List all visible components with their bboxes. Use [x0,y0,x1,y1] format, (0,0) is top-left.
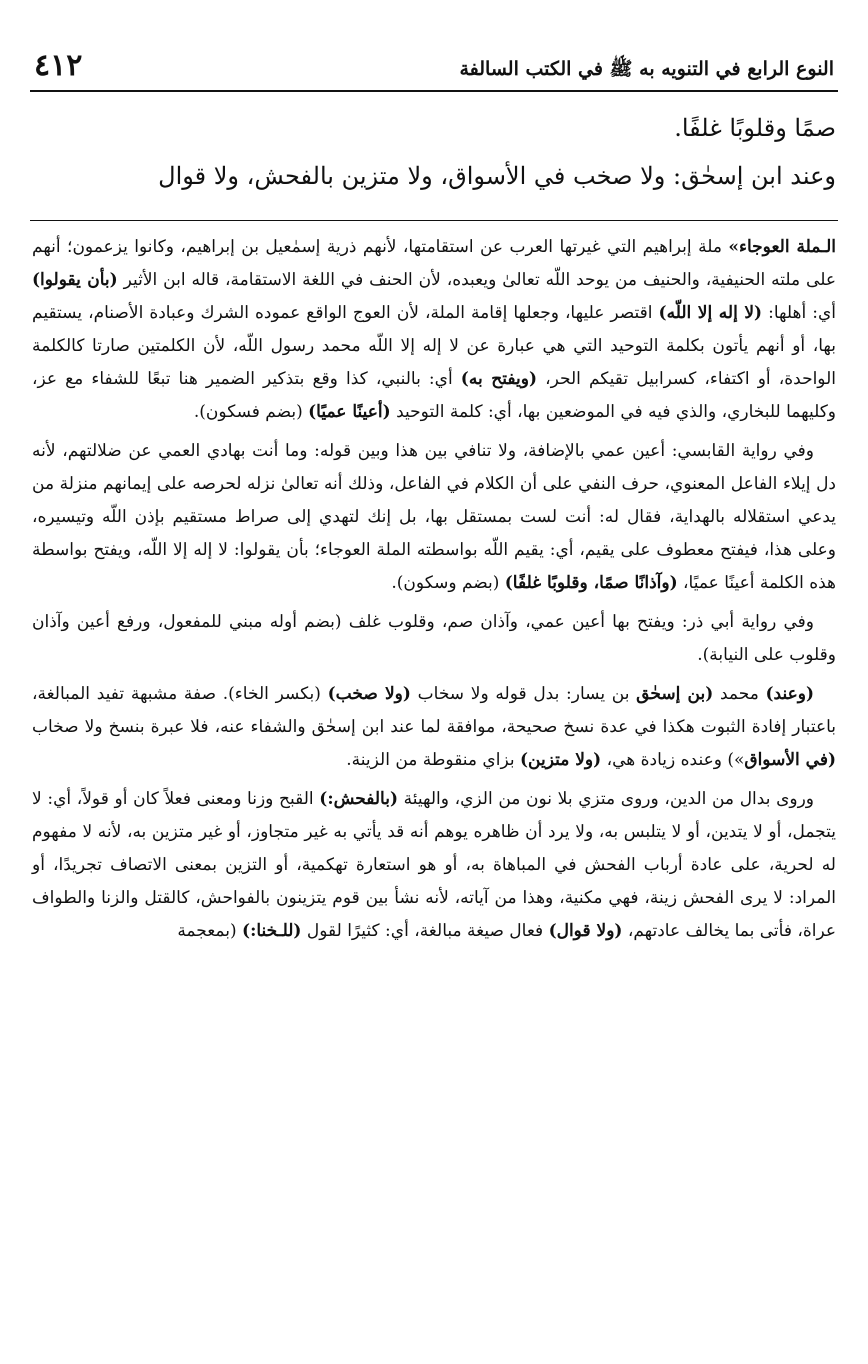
text-run: أي: بالنبي، كذا وقع بتذكير الضمير هنا تبعًا للشفاء مع عز، وكليهما للبخاري، والذي فيه في الموضعين بها، أي: كلمة التوحيد [32,369,836,422]
text-run: وفي رواية أبي ذر: ويفتح بها أعين عمي، وآذان صم، وقلوب غلف (بضم أوله مبني للمفعول، ورفع أعين وآذان وقلوب على النيابة). [32,612,836,665]
text-run: وفي رواية القابسي: أعين عمي بالإضافة، ولا تنافي بين هذا وبين قوله: وما أنت بهادي العمي عن ضلالتهم، لأنه دل إيلاء الفاعل المعنوي، حرف النفي على أن الكلام في الفاعل، وذلك أنه تعالىٰ نزله لحرصه على إيمانهم منزلة من يدعي استقلاله بالهداية، فقال له: أنت لست بمستقل بها، بل إنك لتهدي إلى صراط مستقيم بإذن اللّه وتيسيره، وعلى هذا، فيفتح معطوف على يقيم، أي: يقيم اللّه بواسطته الملة العوجاء؛ بأن يقولوا: لا إله إلا اللّه، ويفتح بواسطة هذه الكلمة أعينًا عميًا، [32,441,836,593]
text-run: اقتصر عليها، وجعلها إقامة الملة، لأن العوج الواقع عموده الشرك وعبادة الأصنام، يستقيم بها، أو أنهم يأتون بكلمة التوحيد التي هي عبارة عن لا إله إلا اللّه محمد رسول اللّه، لأن الكلمتين صارتا كالكلمة الواحدة، أو اكتفاء، كسرابيل تقيكم الحر، [32,303,836,389]
bold-term: (بأن يقولوا) [32,270,118,290]
text-run: فعال صيغة مبالغة، أي: كثيرًا لقول [301,921,549,941]
page-header [30,48,838,92]
bold-term: (بن إسحٰق [636,684,714,704]
footnote-divider [30,220,838,221]
text-run: أي: أهلها: [762,303,836,323]
text-run: (بضم فسكون). [193,402,309,422]
page-number: ٤١٢ [34,48,83,83]
main-text-line-2: وعند ابن إسحٰق: ولا صخب في الأسواق، ولا متزين بالفحش، ولا قوال [158,162,836,190]
commentary [30,231,838,948]
commentary-paragraph-5 [32,783,836,948]
commentary-paragraph-4 [32,678,836,777]
bold-term: (لا إله إلا اللّه) [658,303,763,323]
bold-term: (ويفتح به) [460,369,537,389]
main-text [30,104,838,200]
bold-term: (ولا قوال) [548,921,623,941]
bold-term: (بالفحش:) [319,789,398,809]
bold-term: (للـخنا:) [242,921,302,941]
text-run: القبح وزنا ومعنى فعلاً كان أو قولاً، أي: لا يتجمل، أو لا يتدين، أو لا يتلبس به، ولا يرد أن ظاهره يوهم أنه قد يأتي به غير متجاوز، أو غير متزين به، لأنه لا مفهوم له لحرية، على عادة أرباب الفحش في المباهاة به، أو هو استعارة تهكمية، أو التزين بمعنى الاتصاف تجريدًا، أو المراد: لا يرى الفحش زينة، فهي مكنية، وهذا من آياته، لأنه نشأ بين قوم يتزينون بالفواحش، كالقتل والزنا والطواف عراة، فأتى بما يخالف عادتهم، [32,789,836,941]
running-title: النوع الرابع في التنويه به ﷺ في الكتب السالفة [459,58,834,80]
bold-term: (ولا صخب) [327,684,411,704]
text-run: (بكسر الخاء). صفة مشبهة تفيد المبالغة، باعتبار إفادة الثبوت هكذا في عدة نسخ صحيحة، موافقة لما عند ابن إسحٰق والشفاء عنه، فلا عبرة بنسخ ولا صخاب [32,684,836,737]
text-run: ملة إبراهيم التي غيرتها العرب عن استقامتها، لأنهم ذرية إسمٰعيل بن إبراهيم، وكانوا يزعمون؛ أنهم على ملته الحنيفية، والحنيف من يوحد اللّه تعالىٰ ويعبده، لأن الحنف في اللغة الاستقامة، قاله ابن الأثير [32,237,836,290]
text-run: وروى بدال من الدين، وروى متزي بلا نون من الزي، والهيئة [398,789,815,809]
text-run: ») وعنده زيادة هي، [601,750,745,770]
bold-term: الـملة العوجاء» [728,237,836,257]
bold-term: (وآذانًا صمًا، وقلوبًا غلفًا) [504,573,678,593]
text-run: (بمعجمة [177,921,243,941]
text-run: بن يسار: بدل قوله ولا سخاب [410,684,637,704]
bold-term: (ولا متزين) [519,750,602,770]
text-run: محمد [713,684,766,704]
main-text-line-1: صمًا وقلوبًا غلفًا. [674,114,836,142]
text-run: بزاي منقوطة من الزينة. [346,750,520,770]
commentary-paragraph-1 [32,231,836,429]
commentary-paragraph-2 [32,435,836,600]
bold-term: (في الأسواق [744,750,836,770]
bold-term: (أعينًا عميًا) [308,402,391,422]
bold-term: (وعند) [765,684,815,704]
commentary-paragraph-3 [32,606,836,672]
text-run: (بضم وسكون). [391,573,505,593]
